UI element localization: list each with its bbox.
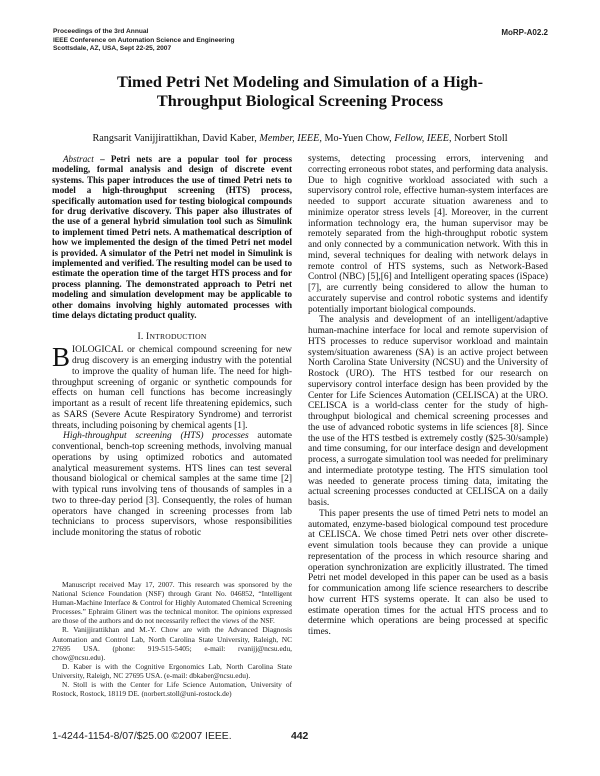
proceedings-line: Scottsdale, AZ, USA, Sept 22-25, 2007	[53, 45, 172, 53]
paper-title: Timed Petri Net Modeling and Simulation of a High-Throughput Biological Screening Process	[116, 72, 484, 110]
section-number: I. I	[137, 330, 150, 342]
intro-paragraph-2	[52, 431, 292, 539]
right-column	[308, 154, 548, 638]
author-names: Mo-Yuen Chow,	[321, 133, 395, 144]
footnote: N. Stoll is with the Center for Life Science Automation, University of Rostock, Rostock, 18119 DE. (norbert.stoll@uni-rostock.de)	[52, 680, 292, 699]
intro-paragraph-4: This paper presents the use of timed Petri nets to model an automated, enzyme-based biological compound test procedure at CELISCA. We chose timed Petri nets over other discrete-event simulation tools because they can provide a unique representation of the process in which resource sharing and operation synchronization are explicitly illustrated. The timed Petri net model developed in this paper can be used as a basis for communication among life science researchers to describe how current HTS systems operate. It can also be used to estimate operation times for the actual HTS process and to determine which operations are being processed at specific times.	[308, 508, 548, 637]
author-membership: Member, IEEE,	[259, 133, 322, 144]
authors	[0, 133, 600, 144]
drop-cap: B	[52, 342, 71, 373]
proceedings-line: Proceedings of the 3rd Annual	[53, 28, 149, 35]
abstract-text: – Petri nets are a popular tool for process modeling, formal analysis and design of discrete event systems. This paper introduces the use of timed Petri nets to model a high-throughput screening (HTS) process, specifically automation used for testing biological compounds for drug derivative discovery. This paper also illustrates of the use of a general hybrid simulation tool such as Simulink to implement timed Petri nets. A mathematical description of how we implemented the design of the timed Petri net model is provided. A simulator of the Petri net model in Simulink is implemented and verified. The resulting model can be used to estimate the operation time of the target HTS process and for process planning. The demonstrated approach to Petri net modeling and simulation development may be applicable to other domains involving highly automated processes with time delays dictating product quality.	[52, 154, 292, 321]
author-membership: Fellow, IEEE	[394, 133, 449, 144]
proceedings-line: IEEE Conference on Automation Science and Engineering	[53, 36, 235, 44]
intro-paragraph-2-cont: systems, detecting processing errors, intervening and correcting erroneous robot states, and performing data analysis. Due to high cognitive workload associated with such a supervisory control role, effective human-system interfaces are needed to support accurate situation awareness and to minimize operator stress levels [4]. Moreover, in the current information technology era, the human supervisor may be remotely separated from the high-throughput robotic system and only connected by a communication network. With this in mind, several techniques for dealing with network delays in remote control of HTS systems, such as Network-Based Control (NBC) [5],[6] and Intelligent operating spaces (iSpace) [7], are currently being considered to allow the human to accurately supervise and control robotic systems and identify potentially important biological compounds.	[308, 154, 548, 315]
author-names: Rangsarit Vanijjirattikhan, David Kaber,	[92, 133, 260, 144]
footnote: D. Kaber is with the Cognitive Ergonomics Lab, North Carolina State University, Raleigh, NC 27695 USA. (e-mail: dbkaber@ncsu.edu).	[52, 661, 292, 680]
footnote: Manuscript received May 17, 2007. This research was sponsored by the National Science Foundation (NSF) through Grant No. 046852, “Intelligent Human-Machine Interface & Control for Highly Automated Chemical Screening Processes.” Ephraim Glinert was the technical monitor. The opinions expressed are those of the authors and do not necessarily reflect the views of the NSF.	[52, 580, 292, 626]
paragraph-text: IOLOGICAL or chemical compound screening for new drug discovery is an emerging industry with the potential to improve the quality of human life. The need for high-throughput screening of organic or synthetic compounds for effects on human cell functions has become increasingly important as a result of recent life threatening epidemics, such as SARS (Severe Acute Respiratory Syndrome) and terrorist threats, including poisoning by chemical agents [1].	[52, 345, 292, 431]
left-column	[52, 154, 292, 539]
intro-paragraph-1	[52, 342, 292, 431]
author-names: , Norbert Stoll	[448, 133, 508, 144]
intro-paragraph-3: The analysis and development of an intelligent/adaptive human-machine interface for local and remote supervision of HTS processes to reduce supervisor workload and maintain system/situation awareness (SA) is an active project between North Carolina State University (NCSU) and the University of Rostock (URO). The HTS testbed for our research on supervisory control interface design has been provided by the Center for Life Sciences Automation (CELISCA) at the URO. CELISCA is a world-class center for the study of high-throughput biological and chemical screening processes and the use of advanced robotic systems in life sciences [8]. Since the use of the HTS testbed is extremely costly ($25-30/sample) and time consuming, for our interface design and development process, a surrogate simulation tool was needed for preliminary and intermediate prototype testing. The HTS simulation tool was needed to generate process timing data, imitating the actual screening processes conducted at CELISCA on a daily basis.	[308, 315, 548, 508]
isbn-copyright: 1-4244-1154-8/07/$25.00 ©2007 IEEE.	[52, 731, 232, 742]
abstract	[52, 154, 292, 321]
proceedings-header	[53, 28, 234, 54]
footnotes	[52, 580, 292, 698]
footnote: R. Vanijjirattikhan and M.-Y. Chow are with the Advanced Diagnosis Automation and Control Lab, North Carolina State University, Raleigh, NC 27695 USA. (phone: 919-515-5405; e-mail: rvanijj@ncsu.edu, chow@ncsu.edu).	[52, 625, 292, 662]
section-title: NTRODUCTION	[149, 331, 207, 341]
abstract-label: Abstract	[63, 154, 94, 164]
section-heading-introduction	[52, 332, 292, 343]
emphasis-term: High-throughput screening (HTS) processes	[63, 431, 249, 442]
paper-code: MoRP-A02.2	[501, 28, 548, 37]
paragraph-text: automate conventional, bench-top screening methods, involving manual operations by using optimized robotics and automated analytical measurement systems. HTS lines can test several thousand biological or chemical samples at the same time [2] with typical runs involving tens of thousands of samples in a two to three-day period [3]. Consequently, the roles of human operators have changed in screening processes from lab technicians to process supervisors, whose responsibilities include monitoring the status of robotic	[52, 431, 292, 538]
page-number: 442	[291, 731, 309, 742]
